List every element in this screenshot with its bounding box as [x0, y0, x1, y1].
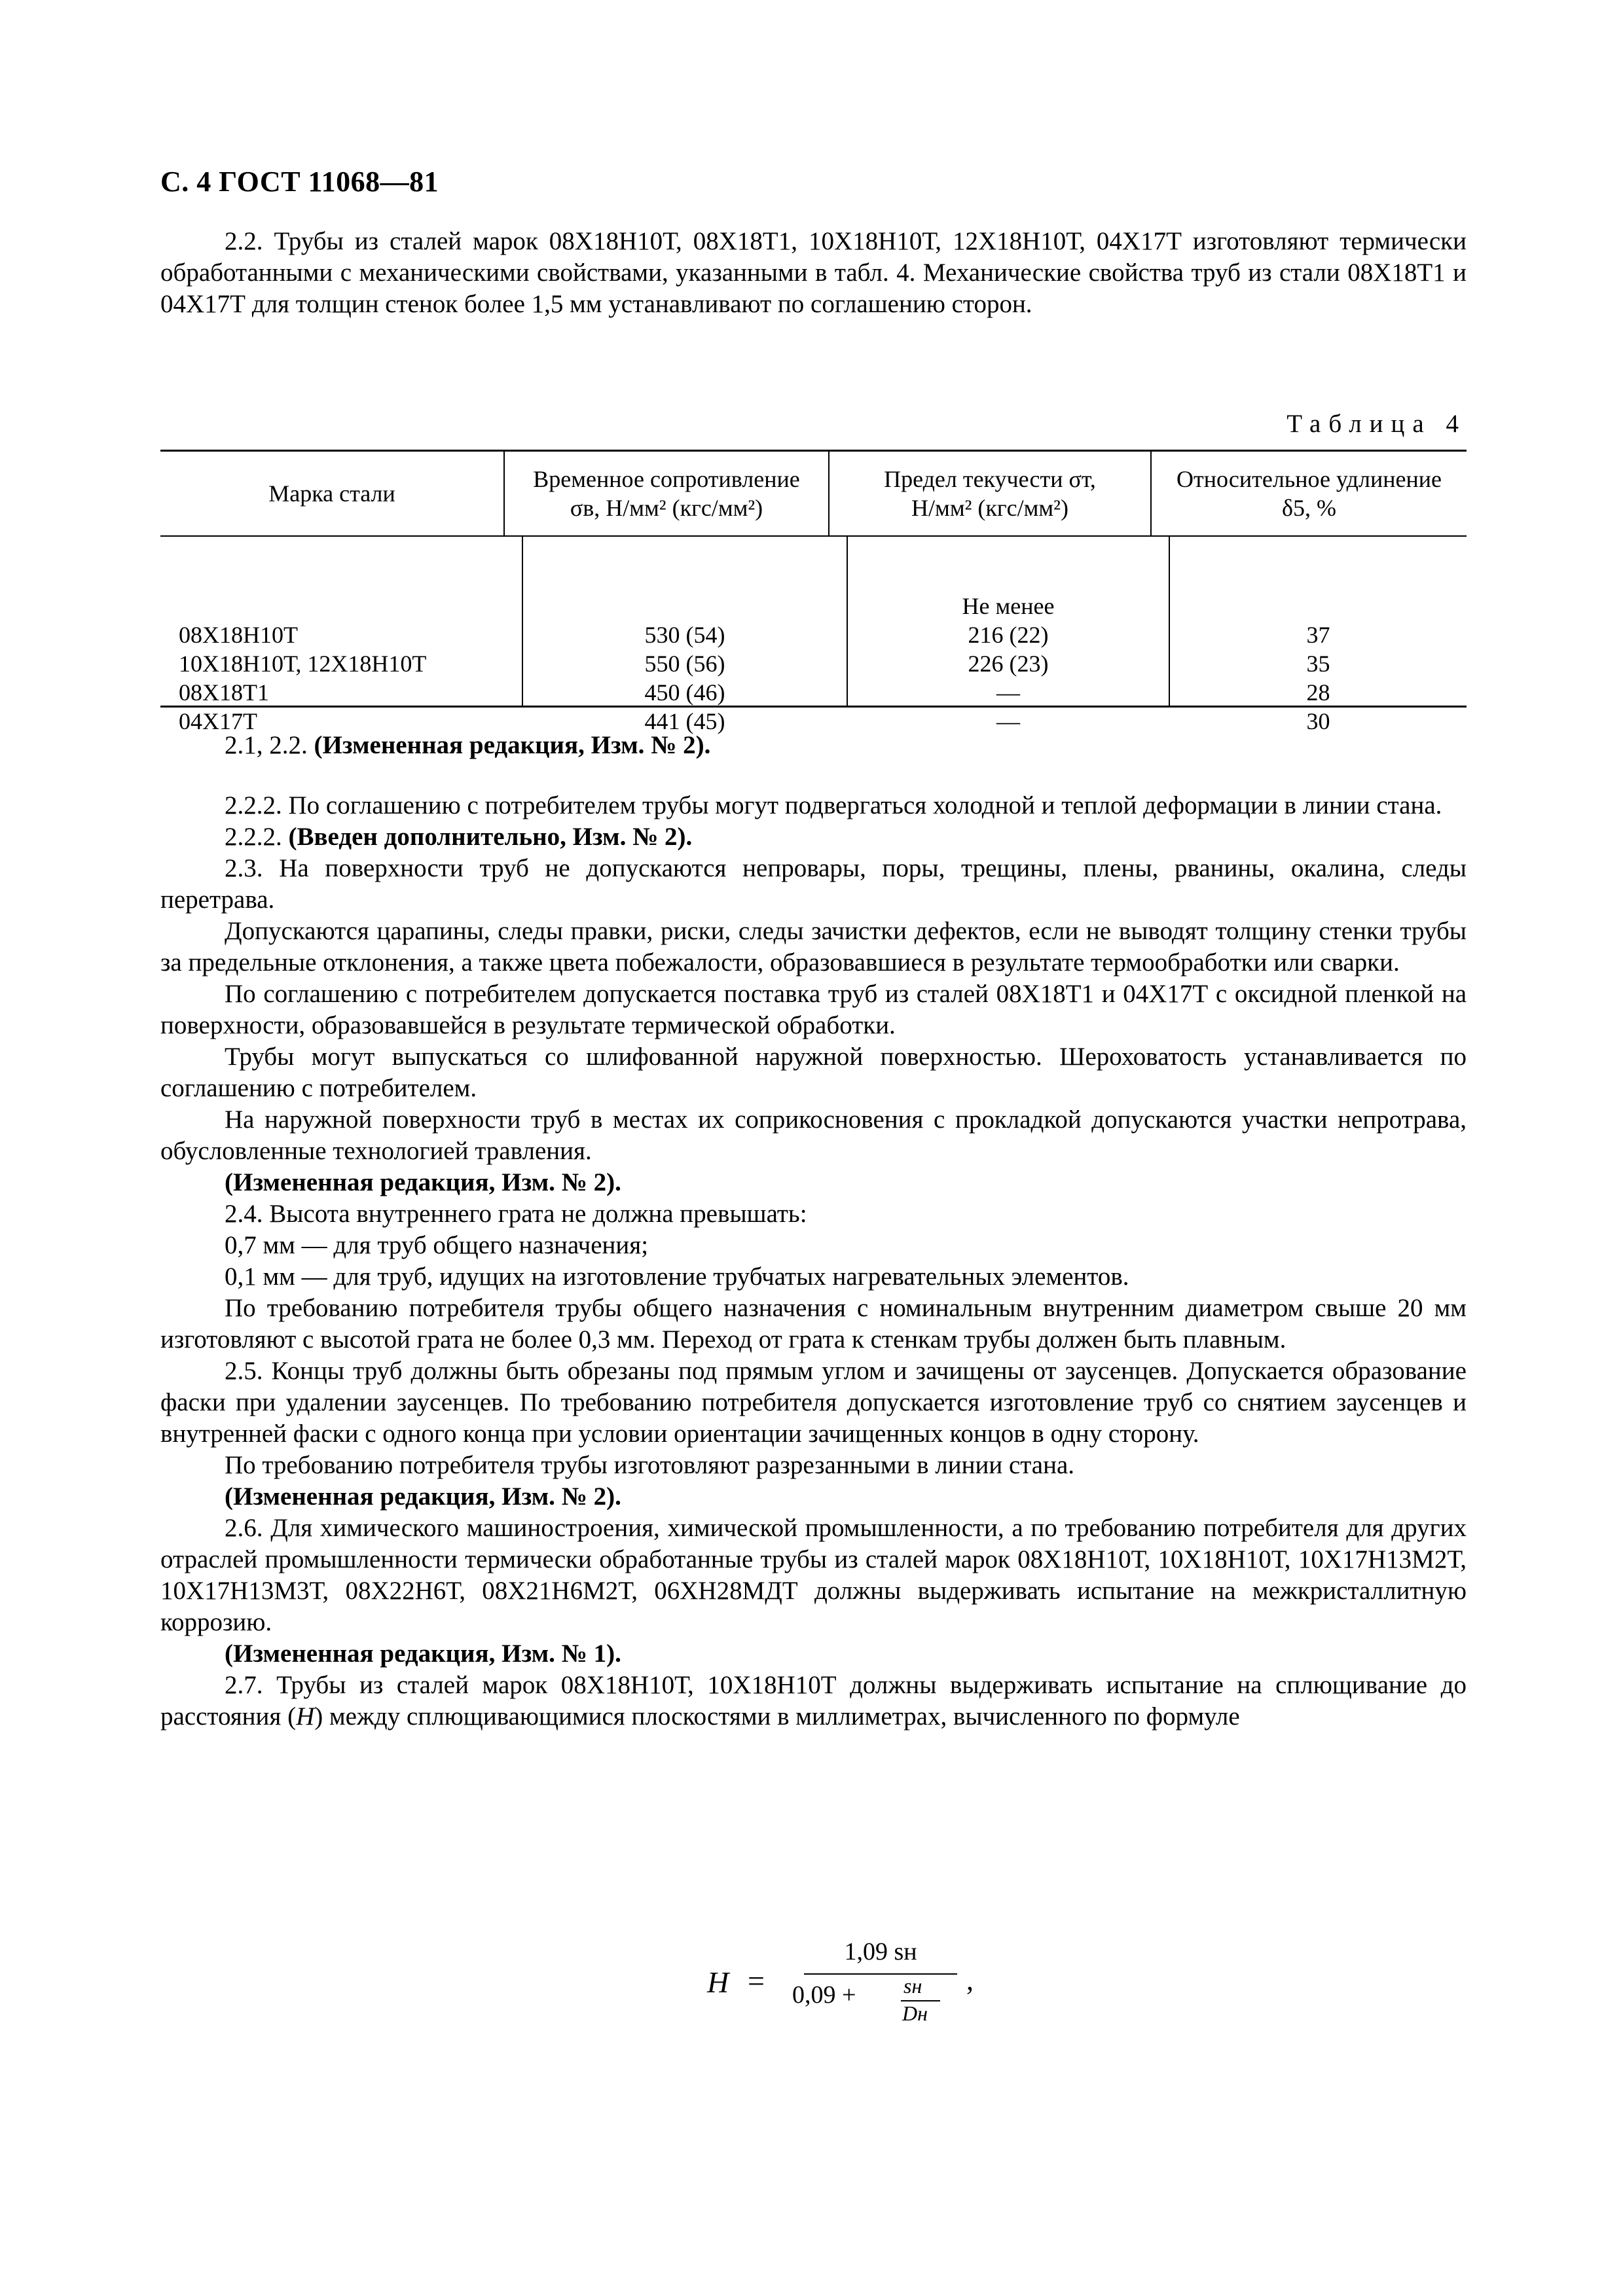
paragraph-2-3-c: По соглашению с потребителем допускается поставка труб из сталей 08Х18Т1 и 04Х17Т с оксидной пленкой на поверхности, образовавшейся в результате термической обработки.	[160, 980, 1467, 1039]
table-cell: 216 (22)	[968, 622, 1049, 648]
paragraph-2-4: 2.4. Высота внутреннего грата не должна превышать:	[225, 1200, 807, 1228]
not-less-label: Не менее	[962, 593, 1055, 619]
paragraph-2-3-b: Допускаются царапины, следы правки, риски, следы зачистки дефектов, если не выводят толщину стенки трубы за предельные отклонения, а также цвета побежалости, образовавшиеся в результате термообработки или сварки.	[160, 917, 1467, 977]
header-steel-grade: Марка стали	[268, 480, 395, 507]
table-cell: 04Х17Т	[179, 708, 257, 734]
paragraph-2-3-e: На наружной поверхности труб в местах их соприкосновения с прокладкой допускаются участки непротрава, обусловленные технологией травления.	[160, 1105, 1467, 1165]
table-cell: 30	[1306, 708, 1330, 734]
column-elongation	[1169, 537, 1467, 734]
formula-inner-denominator: Dн	[902, 2001, 928, 2025]
header-yield-strength: Предел текучести σт, Н/мм² (кгс/мм²)	[828, 452, 1150, 535]
table-cell: 441 (45)	[644, 708, 725, 734]
header-elongation: Относительное удлинение δ5, %	[1150, 452, 1467, 535]
paragraph-2-5: 2.5. Концы труб должны быть обрезаны под прямым углом и зачищены от заусенцев. Допускается образование фаски при удалении заусенцев. По требованию потребителя допускается изготовление труб со снятием заусенцев и внутренней фаски с одного конца при условии ориентации зачищенных концов в одну сторону.	[160, 1357, 1467, 1448]
paragraph-2-4-a: 0,7 мм — для труб общего назначения;	[225, 1231, 649, 1259]
table-cell: —	[996, 708, 1020, 734]
paragraph-2-4-c: По требованию потребителя трубы общего назначения с номинальным внутренним диаметром свыше 20 мм изготовляют с высотой грата не более 0,3 мм. Переход от грата к стенкам трубы должен быть плавным.	[160, 1294, 1467, 1354]
note-2-6: (Измененная редакция, Изм. № 1).	[225, 1640, 621, 1668]
main-text	[160, 790, 1467, 1732]
paragraph-2-2: 2.2. Трубы из сталей марок 08Х18Н10Т, 08Х18Т1, 10Х18Н10Т, 12Х18Н10Т, 04Х17Т изготовляют термически обработанными с механическими свойствами, указанными в табл. 4. Механические свойства труб из стали 08Х18Т1 и 04Х17Т для толщин стенок более 1,5 мм устанавливают по соглашению сторон.	[160, 227, 1467, 318]
column-yield	[847, 537, 1169, 734]
paragraph-2-3: 2.3. На поверхности труб не допускаются непровары, поры, трещины, плены, рванины, окалина, следы перетрава.	[160, 854, 1467, 914]
table-cell: 28	[1306, 679, 1330, 706]
table-header-row	[160, 452, 1467, 537]
table-cell: 08Х18Т1	[179, 679, 269, 706]
note-2-2-2: 2.2.2. (Введен дополнительно, Изм. № 2).	[225, 823, 693, 851]
flattening-formula	[707, 1937, 982, 2036]
table-cell: 550 (56)	[644, 651, 725, 677]
table-cell: 530 (54)	[644, 622, 725, 648]
note-2-5: (Измененная редакция, Изм. № 2).	[225, 1482, 621, 1511]
header-tensile-strength: Временное сопротивление σв, Н/мм² (кгс/мм²)	[503, 452, 828, 535]
formula-denominator-const: 0,09 +	[792, 1981, 856, 2009]
table-cell: —	[996, 679, 1020, 706]
table-cell: 37	[1306, 622, 1330, 648]
table-cell: 226 (23)	[968, 651, 1049, 677]
table-caption: Таблица 4	[1286, 410, 1467, 438]
formula-fraction-bar	[804, 1973, 957, 1975]
table-4	[160, 450, 1467, 734]
paragraph-2-6: 2.6. Для химического машиностроения, химической промышленности, а по требованию потребителя для других отраслей промышленности термически обработанные трубы из сталей марок 08Х18Н10Т, 10Х18Н10Т, 10Х17Н13М2Т, 10Х17Н13М3Т, 08Х22Н6Т, 08Х21Н6М2Т, 06ХН28МДТ должны выдерживать испытание на межкристаллитную коррозию.	[160, 1514, 1467, 1636]
table-cell: 35	[1306, 651, 1330, 677]
formula-lhs: H	[707, 1965, 729, 1999]
formula-trailing-comma: ,	[966, 1964, 974, 1996]
formula-numerator: 1,09 sн	[844, 1938, 917, 1965]
note-2-3: (Измененная редакция, Изм. № 2).	[225, 1168, 621, 1196]
table-cell: 08Х18Н10Т	[179, 622, 298, 648]
formula-inner-numerator: sн	[903, 1974, 922, 1998]
table-cell: 10Х18Н10Т, 12Х18Н10Т	[179, 651, 427, 677]
paragraph-2-7: 2.7. Трубы из сталей марок 08Х18Н10Т, 10Х18Н10Т должны выдерживать испытание на сплющивание до расстояния (H) между сплющивающимися плоскостями в миллиметрах, вычисленного по формуле	[160, 1671, 1467, 1731]
paragraph-2-5-b: По требованию потребителя трубы изготовляют разрезанными в линии стана.	[225, 1451, 1075, 1479]
page-header: С. 4 ГОСТ 11068—81	[160, 166, 439, 198]
column-tensile	[522, 537, 847, 734]
paragraph-2-4-b: 0,1 мм — для труб, идущих на изготовление трубчатых нагревательных элементов.	[225, 1263, 1129, 1291]
table-body	[160, 537, 1467, 734]
section-2-2	[160, 226, 1467, 320]
column-steel-grade	[160, 537, 522, 734]
paragraph-2-3-d: Трубы могут выпускаться со шлифованной наружной поверхностью. Шероховатость устанавливается по соглашению с потребителем.	[160, 1043, 1467, 1102]
paragraph-2-2-2: 2.2.2. По соглашению с потребителем трубы могут подвергаться холодной и теплой деформации в линии стана.	[225, 791, 1442, 819]
formula-equals: =	[748, 1964, 765, 1998]
table-cell: 450 (46)	[644, 679, 725, 706]
note-2-1-2-2: 2.1, 2.2. (Измененная редакция, Изм. № 2).	[225, 731, 711, 759]
